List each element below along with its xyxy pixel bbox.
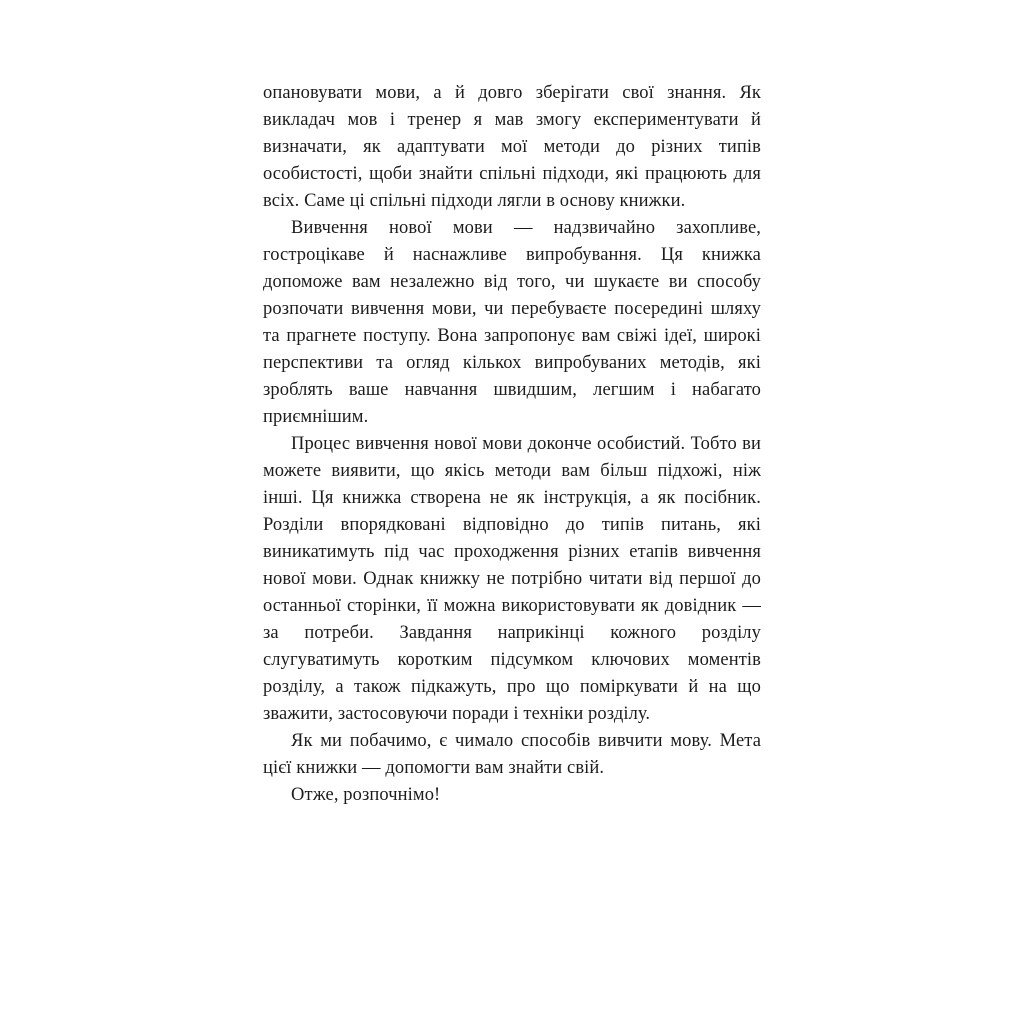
paragraph: опановувати мови, а й довго зберігати свої знання. Як викладач мов і тренер я мав змогу експериментувати й визначати, як адаптувати мої методи до різних типів особистості, щоби знайти спільні підходи, які працюють для всіх. Саме ці спільні підходи лягли в основу книжки.	[263, 83, 761, 211]
paragraph: Процес вивчення нової мови доконче особистий. Тобто ви можете виявити, що якісь методи вам більш підхожі, ніж інші. Ця книжка створена не як інструкція, а як посібник. Розділи впорядковані відповідно до типів питань, які виникатимуть під час проходження різних етапів вивчення нової мови. Однак книжку не потрібно читати від першої до останньої сторінки, її можна використовувати як довідник — за потреби. Завдання наприкінці кожного розділу слугуватимуть коротким підсумком ключових моментів розділу, а також підкажуть, про що поміркувати й на що зважити, застосовуючи поради і техніки розділу.	[263, 434, 761, 724]
text-block	[263, 80, 761, 809]
paragraph: Отже, розпочнімо!	[291, 785, 441, 805]
paragraph: Вивчення нової мови — надзвичайно захопливе, гостроцікаве й наснажливе випробування. Ця книжка допоможе вам незалежно від того, чи шукаєте ви способу розпочати вивчення мови, чи перебуваєте посередині шляху та прагнете поступу. Вона запропонує вам свіжі ідеї, широкі перспективи та огляд кількох випробуваних методів, які зроблять ваше навчання швидшим, легшим і набагато приємнішим.	[263, 218, 761, 427]
paragraph: Як ми побачимо, є чимало способів вивчити мову. Мета цієї книжки — допомогти вам знайти свій.	[263, 731, 761, 778]
